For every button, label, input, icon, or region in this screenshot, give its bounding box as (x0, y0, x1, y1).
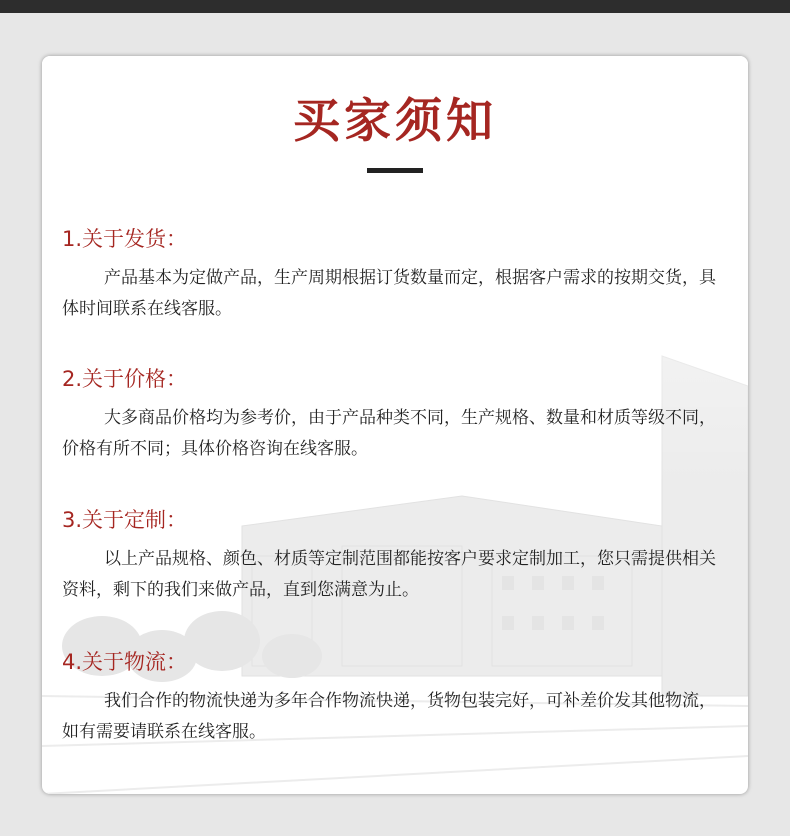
section-shipping (62, 224, 732, 325)
title-underline (367, 168, 423, 173)
page-title: 买家须知 (293, 94, 497, 149)
section-body: 我们合作的物流快递为多年合作物流快递，货物包装完好，可补差价发其他物流，如有需要请联系在线客服。 (62, 691, 716, 742)
section-body: 大多商品价格均为参考价，由于产品种类不同，生产规格、数量和材质等级不同，价格有所不同；具体价格咨询在线客服。 (62, 408, 716, 459)
section-price (62, 364, 732, 465)
section-customization (62, 505, 732, 606)
top-bar (0, 0, 790, 13)
notice-card (42, 56, 748, 794)
section-logistics (62, 647, 732, 748)
section-title: 1.关于发货： (62, 227, 188, 251)
section-title: 3.关于定制： (62, 508, 188, 532)
section-title: 2.关于价格： (62, 367, 188, 391)
section-body: 以上产品规格、颜色、材质等定制范围都能按客户要求定制加工，您只需提供相关资料，剩下的我们来做产品，直到您满意为止。 (62, 549, 716, 600)
section-body: 产品基本为定做产品，生产周期根据订货数量而定，根据客户需求的按期交货，具体时间联系在线客服。 (62, 268, 716, 319)
section-title: 4.关于物流： (62, 650, 188, 674)
